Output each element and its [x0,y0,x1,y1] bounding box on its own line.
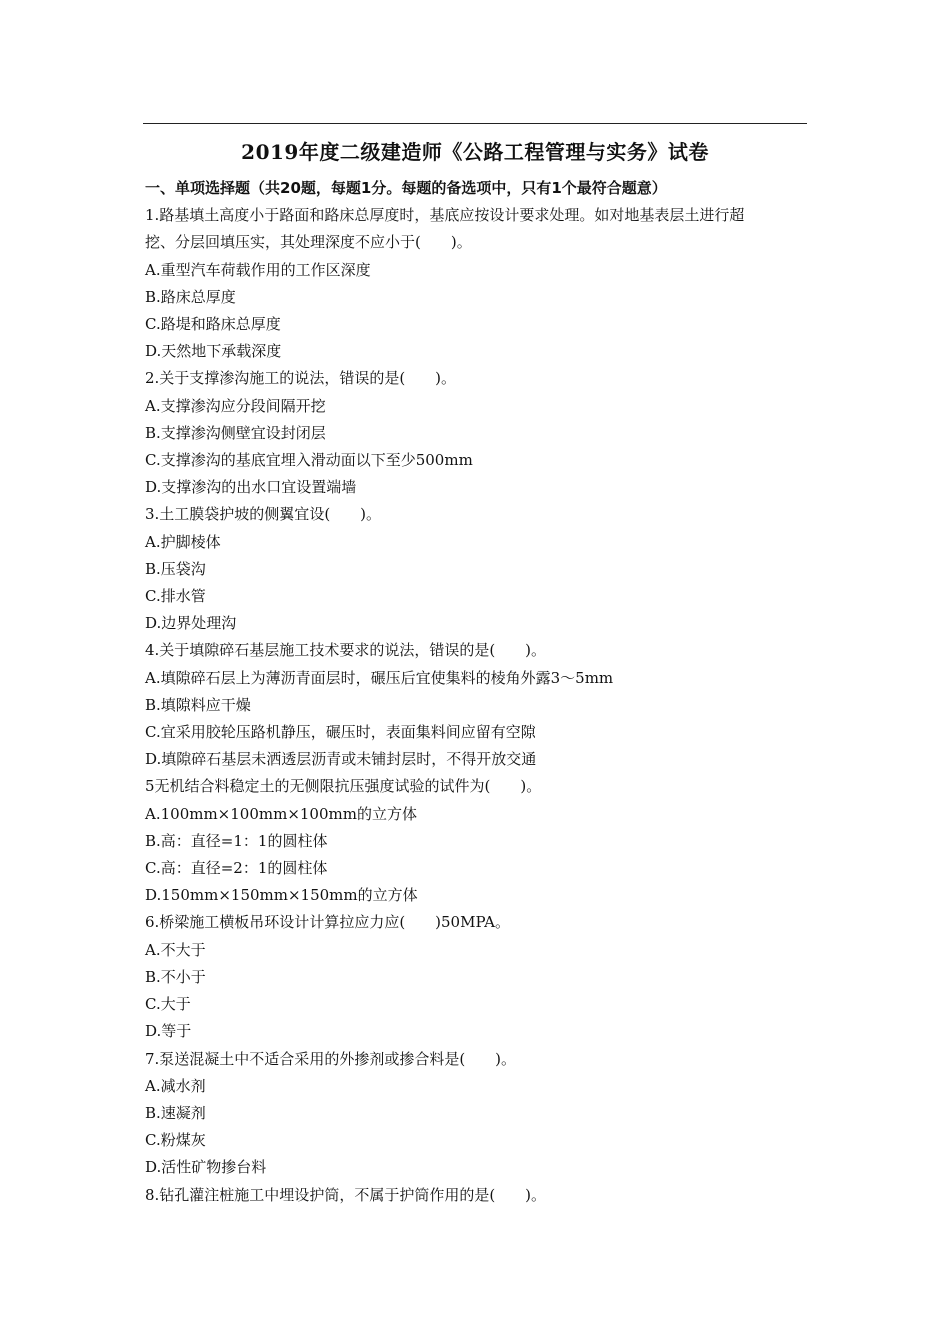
text-line: D.边界处理沟 [145,614,237,633]
text-line: 2.关于支撑渗沟施工的说法，错误的是( )。 [145,369,457,388]
text-line: C.路堤和路床总厚度 [145,315,281,334]
text-line: 5无机结合料稳定土的无侧限抗压强度试验的试件为( )。 [145,777,542,796]
text-line: A.100mm×100mm×100mm的立方体 [145,804,417,823]
text-line: A.减水剂 [145,1076,206,1095]
text-line: 7.泵送混凝土中不适合采用的外掺剂或掺合料是( )。 [145,1049,517,1068]
text-line: B.路床总厚度 [145,287,236,306]
text-line: C.支撑渗沟的基底宜埋入滑动面以下至少500mm [145,451,473,470]
text-line: A.重型汽车荷载作用的工作区深度 [145,260,371,279]
text-line: 1.路基填土高度小于路面和路床总厚度时，基底应按设计要求处理。如对地基表层土进行超 [145,206,745,225]
text-line: A.支撑渗沟应分段间隔开挖 [145,396,326,415]
text-line: B.支撑渗沟侧壁宜设封闭层 [145,423,326,442]
text-line: A.填隙碎石层上为薄沥青面层时，碾压后宜使集料的棱角外露3～5mm [145,668,614,687]
text-line: 4.关于填隙碎石基层施工技术要求的说法，错误的是( )。 [145,641,547,660]
text-line: 8.钻孔灌注桩施工中埋设护筒，不属于护筒作用的是( )。 [145,1185,547,1204]
text-line: D.等于 [145,1022,192,1041]
text-line: C.高：直径=2：1的圆柱体 [145,859,328,878]
text-line: B.速凝剂 [145,1103,206,1122]
text-line: C.宜采用胶轮压路机静压，碾压时，表面集料间应留有空隙 [145,723,536,742]
text-line: C.排水管 [145,587,206,606]
text-line: C.粉煤灰 [145,1131,206,1150]
text-line: 6.桥梁施工横板吊环设计计算拉应力应( )50MPA。 [145,913,511,932]
text-line: B.压袋沟 [145,559,206,578]
text-line: B.不小于 [145,967,206,986]
text-line: B.高：直径=1：1的圆柱体 [145,831,328,850]
section-heading: 一、单项选择题（共20题，每题1分。每题的备选项中，只有1个最符合题意） [145,179,667,197]
text-line: A.护脚棱体 [145,532,221,551]
text-line: D.天然地下承载深度 [145,342,282,361]
text-line: D.填隙碎石基层未洒透层沥青或未铺封层时，不得开放交通 [145,750,537,769]
text-line: B.填隙料应干燥 [145,695,251,714]
text-line: D.150mm×150mm×150mm的立方体 [145,886,418,905]
text-line: C.大于 [145,995,191,1014]
text-line: D.活性矿物掺台料 [145,1158,267,1177]
question-body [145,175,809,1209]
text-line: 3.土工膜袋护坡的侧翼宜设( )。 [145,505,382,524]
document-title: 2019年度二级建造师《公路工程管理与实务》试卷 [241,140,709,164]
text-line: A.不大于 [145,940,206,959]
header-rule [143,123,807,124]
text-line: D.支撑渗沟的出水口宜设置端墙 [145,478,357,497]
text-line: 挖、分层回填压实，其处理深度不应小于( )。 [145,233,472,252]
